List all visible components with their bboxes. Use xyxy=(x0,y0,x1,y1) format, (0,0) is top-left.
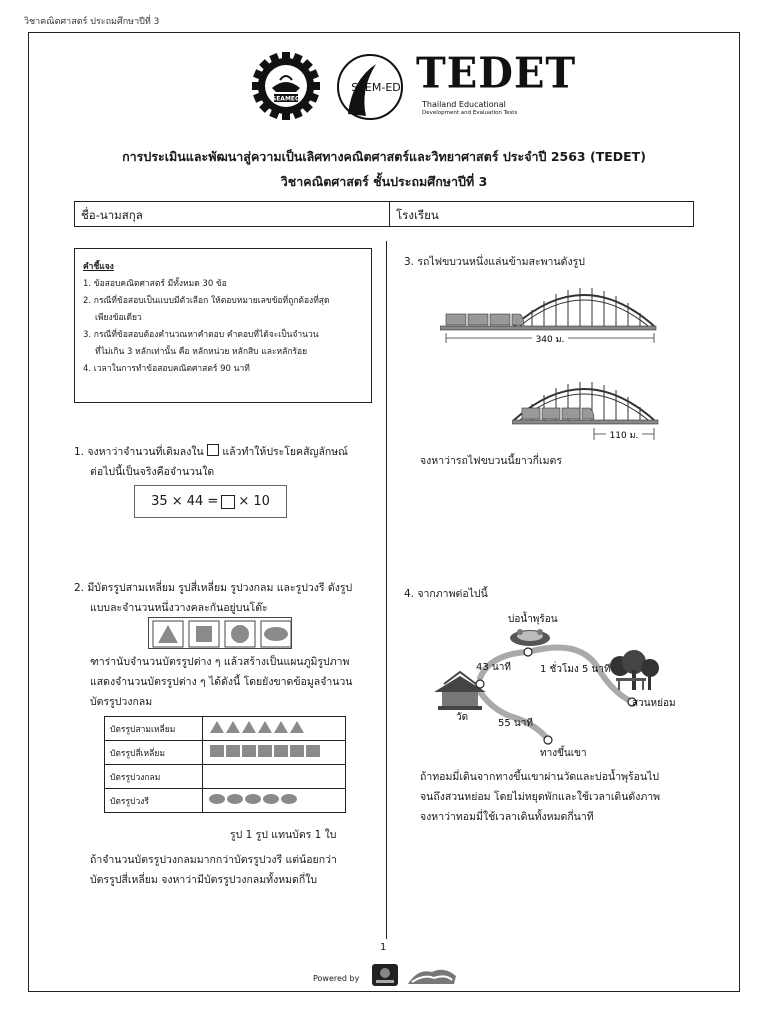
pictograph-cell xyxy=(203,789,346,813)
edupark-logo-icon xyxy=(404,962,460,988)
q2-line5: บัตรรูปวงกลม xyxy=(90,696,153,708)
q2-body xyxy=(90,652,353,712)
label-garden: สวนหย่อม xyxy=(632,698,676,709)
q4-ask1: ถ้าทอมมี่เดินจากทางขึ้นเขาผ่านวัดและบ่อน้ำพุร้อนไป xyxy=(420,771,660,783)
instructions-box xyxy=(74,248,372,403)
bridge-diagram-top xyxy=(440,276,660,358)
q2-line2: แบบละจำนวนหนึ่งวางคละกันอยู่บนโต๊ะ xyxy=(90,602,268,614)
q1-line1b: แล้วทำให้ประโยคสัญลักษณ์ xyxy=(222,446,348,458)
square-symbol-icon xyxy=(274,745,288,757)
instruction-item: 1. ข้อสอบคณิตศาสตร์ มีทั้งหมด 30 ข้อ xyxy=(83,279,227,289)
tedet-subtitle-small: Development and Evaluation Tests xyxy=(422,110,518,116)
name-field[interactable]: ชื่อ-นามสกุล xyxy=(75,202,390,226)
row-label: บัตรรูปสามเหลี่ยม xyxy=(105,717,203,741)
page-number: 1 xyxy=(380,942,387,953)
q2-line1: 2. มีบัตรรูปสามเหลี่ยม รูปสี่เหลี่ยม รูปวงกลม และรูปวงรี ดังรูป xyxy=(74,582,353,594)
train-icon xyxy=(522,408,594,419)
garden-icon xyxy=(610,650,659,690)
q4-question xyxy=(420,767,660,827)
time-spring-garden: 1 ชั่วโมง 5 นาที xyxy=(540,664,611,675)
node-spring xyxy=(524,648,532,656)
triangle-symbol-icon xyxy=(258,721,272,733)
measure-340: 340 ม. xyxy=(535,335,565,345)
q2-ask2: บัตรรูปสี่เหลี่ยม จงหาว่ามีบัตรรูปวงกลมทั้งหมดกี่ใบ xyxy=(90,874,318,886)
row-label: บัตรรูปวงรี xyxy=(105,789,203,813)
measure-110: 110 ม. xyxy=(609,431,639,441)
exam-subject: วิชาคณิตศาสตร์ ชั้นประถมศึกษาปีที่ 3 xyxy=(280,174,488,189)
blank-box-icon xyxy=(221,495,235,509)
q1-eq-right: × 10 xyxy=(238,494,270,509)
instructions-heading: คำชี้แจง xyxy=(83,262,114,272)
pictograph-cell xyxy=(203,717,346,741)
label-trail: ทางขึ้นเขา xyxy=(540,748,587,758)
table-row xyxy=(105,717,346,741)
row-label: บัตรรูปวงกลม xyxy=(105,765,203,789)
train-icon xyxy=(446,314,524,325)
school-field[interactable]: โรงเรียน xyxy=(396,208,439,222)
ellipse-symbol-icon xyxy=(281,794,297,804)
q1-line1a: 1. จงหาว่าจำนวนที่เติมลงใน xyxy=(74,446,204,458)
table-row xyxy=(105,789,346,813)
q2-intro xyxy=(74,578,352,618)
q1-equation xyxy=(134,485,287,518)
triangle-symbol-icon xyxy=(274,721,288,733)
q2-line3: ฑาร่านับจำนวนบัตรรูปต่าง ๆ แล้วสร้างเป็นแผนภูมิรูปภาพ xyxy=(90,656,350,668)
square-symbol-icon xyxy=(258,745,272,757)
node-trail xyxy=(544,736,552,744)
circle-icon xyxy=(231,625,249,643)
blank-box-icon xyxy=(207,444,219,456)
square-symbol-icon xyxy=(226,745,240,757)
q4-text: 4. จากภาพต่อไปนี้ xyxy=(404,588,488,600)
square-symbol-icon xyxy=(290,745,304,757)
ellipse-symbol-icon xyxy=(245,794,261,804)
triangle-symbol-icon xyxy=(210,721,224,733)
ellipse-icon xyxy=(264,627,288,641)
seameo-logo-icon xyxy=(250,50,322,122)
q3-text: 3. รถไฟขบวนหนึ่งแล่นข้ามสะพานดังรูป xyxy=(404,256,585,268)
pictograph-cell xyxy=(203,765,346,789)
hot-spring-icon xyxy=(510,629,550,646)
column-divider xyxy=(386,241,387,939)
powered-by-text: Powered by xyxy=(313,974,360,983)
instruction-item: เพียงข้อเดียว xyxy=(95,313,142,323)
exam-title: การประเมินและพัฒนาสู่ความเป็นเลิศทางคณิตศาสตร์และวิทยาศาสตร์ ประจำปี 2563 (TEDET) xyxy=(122,149,646,164)
square-symbol-icon xyxy=(242,745,256,757)
q2-question xyxy=(90,850,337,890)
time-trail-temple: 55 นาที xyxy=(498,718,533,729)
table-row xyxy=(105,765,346,789)
triangle-symbol-icon xyxy=(290,721,304,733)
q2-line4: แสดงจำนวนบัตรรูปต่าง ๆ ได้ดังนี้ โดยยังขาดข้อมูลจำนวน xyxy=(90,676,353,688)
instruction-item: 4. เวลาในการทำข้อสอบคณิตศาสตร์ 90 นาที xyxy=(83,364,250,374)
stem-ed-logo-icon xyxy=(330,50,412,122)
stem-ed-logo-text: STEM-ED xyxy=(351,81,401,94)
table-row xyxy=(105,741,346,765)
q1-eq-left: 35 × 44 = xyxy=(151,494,219,509)
tedet-subtitle: Thailand Educational xyxy=(422,100,506,109)
label-hot-spring: บ่อน้ำพุร้อน xyxy=(508,614,558,625)
q4-ask3: จงหาว่าทอมมี่ใช้เวลาเดินทั้งหมดกี่นาที xyxy=(420,811,594,823)
triangle-symbol-icon xyxy=(242,721,256,733)
running-header: วิชาคณิตศาสตร์ ประถมศึกษาปีที่ 3 xyxy=(24,17,160,27)
node-temple xyxy=(476,680,484,688)
q1-line2: ต่อไปนี้เป็นจริงคือจำนวนใด xyxy=(90,466,215,478)
sponsor-logo-icon xyxy=(370,962,400,988)
q4-ask2: จนถึงสวนหย่อม โดยไม่หยุดพักและใช้เวลาเดินดังภาพ xyxy=(420,791,661,803)
instruction-item: 3. กรณีที่ข้อสอบต้องคำนวณหาคำตอบ คำตอบที่ได้จะเป็นจำนวน xyxy=(83,330,319,340)
q3-question: จงหาว่ารถไฟขบวนนี้ยาวกี่เมตร xyxy=(420,455,562,467)
instruction-item: 2. กรณีที่ข้อสอบเป็นแบบมีตัวเลือก ให้ตอบหมายเลขข้อที่ถูกต้องที่สุด xyxy=(83,296,330,306)
label-temple: วัด xyxy=(456,712,469,723)
pictograph-key: รูป 1 รูป แทนบัตร 1 ใบ xyxy=(230,829,337,841)
q2-pictograph-table xyxy=(104,716,346,813)
tedet-logo-text: TEDET xyxy=(416,48,577,99)
seameo-logo-text: SEAMEO xyxy=(271,95,301,103)
q2-shape-cards xyxy=(148,617,292,649)
bridge-diagram-bottom xyxy=(512,370,662,446)
instruction-item: ที่ไม่เกิน 3 หลักเท่านั้น คือ หลักหน่วย หลักสิบ และหลักร้อย xyxy=(95,347,308,357)
pictograph-cell xyxy=(203,741,346,765)
square-symbol-icon xyxy=(210,745,224,757)
logo-strip xyxy=(250,48,577,126)
row-label: บัตรรูปสี่เหลี่ยม xyxy=(105,741,203,765)
triangle-symbol-icon xyxy=(226,721,240,733)
ellipse-symbol-icon xyxy=(209,794,225,804)
ellipse-symbol-icon xyxy=(227,794,243,804)
trail-map xyxy=(420,608,690,758)
student-info-row xyxy=(74,201,694,227)
square-icon xyxy=(196,626,212,642)
q2-ask1: ถ้าจำนวนบัตรรูปวงกลมมากกว่าบัตรรูปวงรี แต่น้อยกว่า xyxy=(90,854,337,866)
square-symbol-icon xyxy=(306,745,320,757)
time-temple-spring: 43 นาที xyxy=(476,662,511,673)
ellipse-symbol-icon xyxy=(263,794,279,804)
q1-text xyxy=(74,442,348,482)
